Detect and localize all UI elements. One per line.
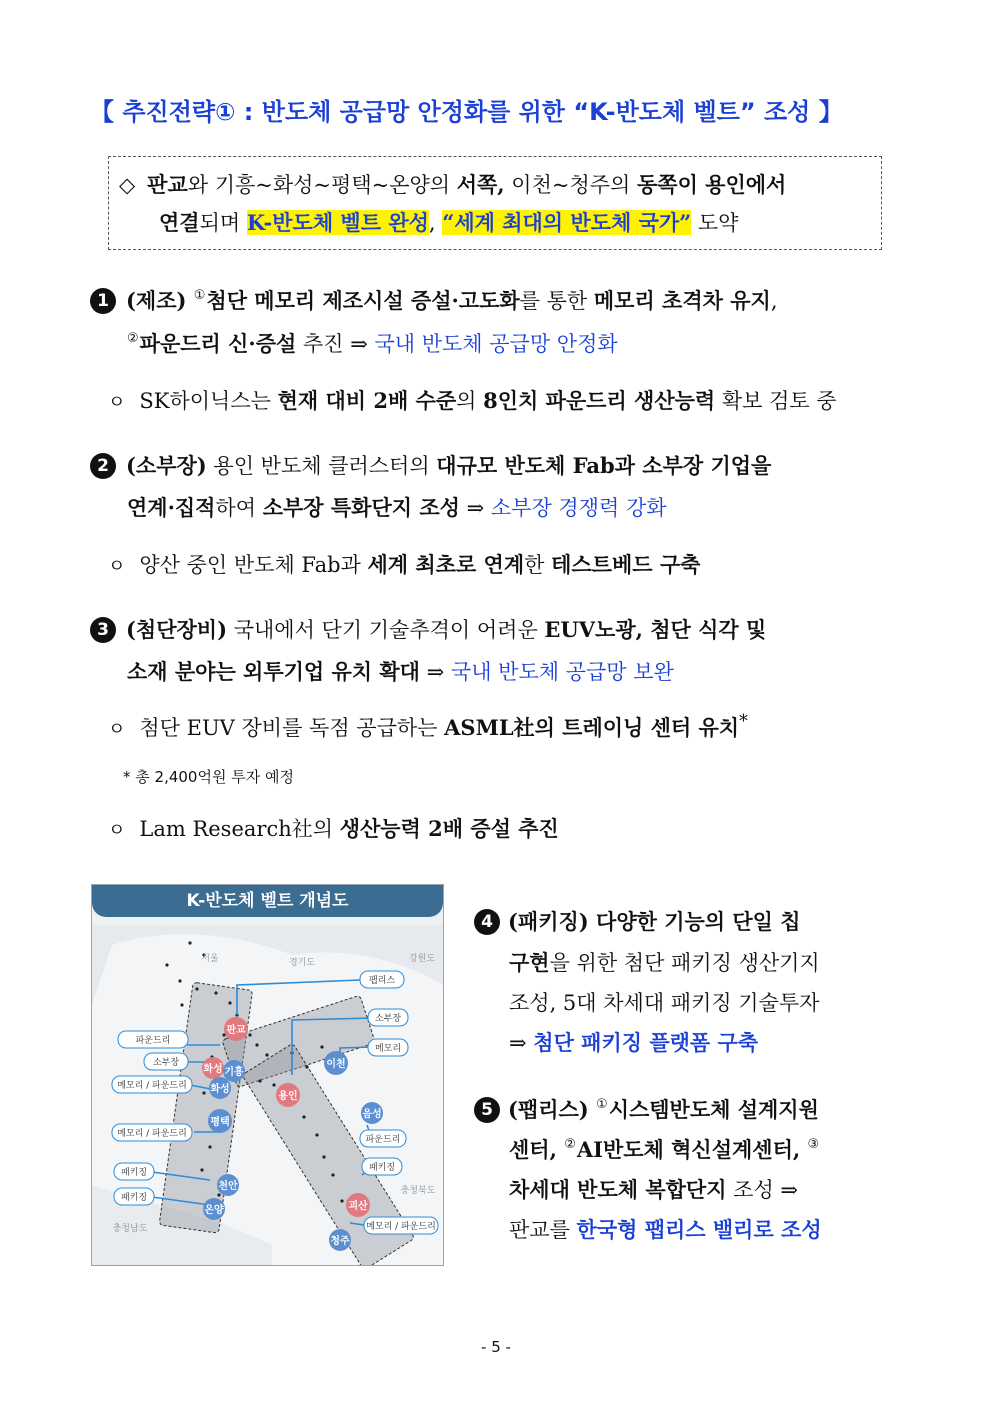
map-city-eumseong: 음성 <box>362 1109 382 1120</box>
item-result-text: 한국형 팹리스 밸리로 조성 <box>576 1217 822 1242</box>
item-text: 판교를 <box>509 1218 577 1242</box>
item-text: 하여 <box>215 496 263 520</box>
sub-text: 의 <box>456 389 484 413</box>
item-text: 대규모 반도체 Fab과 소부장 기업을 <box>436 453 772 478</box>
item-text: 다양한 기능의 단일 칩 <box>596 909 801 934</box>
item-text: AI반도체 혁신설계센터, <box>576 1137 808 1162</box>
diamond-bullet: ◇ <box>119 173 136 197</box>
summary-box <box>108 156 882 250</box>
circled-number: ① <box>596 1097 608 1112</box>
map-label-memory-right: 메모리 <box>374 1044 402 1054</box>
summary-text: 연결 <box>159 210 200 235</box>
map-label-fabless: 팹리스 <box>368 976 396 986</box>
map-city-yongin: 용인 <box>278 1091 298 1102</box>
map-city-pangyo: 판교 <box>226 1025 246 1036</box>
sub-bullet: ㅇ <box>108 820 126 841</box>
map-label-packaging-2: 패키징 <box>120 1193 148 1203</box>
map-region-gangwon: 강원도 <box>408 954 436 964</box>
summary-text: 와 기흥~화성~평택~온양의 <box>187 173 457 197</box>
summary-text: 판교 <box>147 172 188 197</box>
summary-text: 서쪽, <box>456 172 505 197</box>
item-text: 을 위한 첨단 패키징 생산기지 <box>549 951 820 975</box>
number-badge: 2 <box>90 453 116 479</box>
circled-number: ① <box>193 288 206 303</box>
highlight-text: K-반도체 벨트 완성 <box>246 210 429 235</box>
item-text: 용인 반도체 클러스터의 <box>206 454 437 478</box>
item-5-line-3 <box>509 1174 798 1204</box>
item-2-sub <box>108 549 700 579</box>
summary-text: 동쪽이 용인에서 <box>637 172 787 197</box>
map-drawing <box>92 885 443 1265</box>
sub-text: 양산 중인 반도체 Fab과 <box>139 553 368 577</box>
item-text: 연계·집적 <box>127 495 216 520</box>
item-text: 국내에서 단기 기술추격이 어려운 <box>227 618 545 642</box>
item-text: 소부장 특화단지 조성 <box>262 495 460 520</box>
item-text: (패키징) <box>508 909 597 934</box>
sub-text: 테스트베드 구축 <box>551 552 701 577</box>
map-label-packaging-1: 패키징 <box>120 1168 148 1178</box>
sub-text: 세계 최초로 연계 <box>367 552 525 577</box>
item-4-line-1 <box>474 906 801 936</box>
item-text: EUV노광, 첨단 식각 및 <box>544 617 767 642</box>
map-city-icheon: 이천 <box>326 1059 346 1070</box>
item-2-line-1 <box>90 450 771 480</box>
map-label-memory-foundry-right: 메모리 / 파운드리 <box>366 1222 436 1232</box>
item-3-line-2 <box>127 656 674 686</box>
item-result-text: 국내 반도체 공급망 보완 <box>450 660 674 684</box>
number-badge: 4 <box>474 909 500 935</box>
summary-text: , <box>428 211 443 235</box>
item-result-text: 소부장 경쟁력 강화 <box>490 496 667 520</box>
item-4-line-4 <box>509 1027 758 1057</box>
item-text: , <box>770 289 778 313</box>
circled-number: ② <box>564 1137 576 1152</box>
map-title: K-반도체 벨트 개념도 <box>92 885 443 917</box>
sub-text: Lam Research社의 <box>139 817 340 841</box>
footnote-marker: * <box>739 712 748 732</box>
item-text: 차세대 반도체 복합단지 <box>509 1177 727 1202</box>
item-text: 구현 <box>509 950 550 975</box>
map-region-chungbuk: 충청북도 <box>400 1186 436 1196</box>
map-label-packaging-right: 패키징 <box>368 1163 396 1173</box>
item-text: 조성 ⇒ <box>726 1178 799 1202</box>
sub-text: 현재 대비 2배 수준 <box>277 388 457 413</box>
item-text: (첨단장비) <box>126 617 228 642</box>
item-2-line-2 <box>127 492 667 522</box>
map-label-foundry-right: 파운드리 <box>365 1135 401 1145</box>
item-1-line-1 <box>90 285 778 315</box>
item-4-line-2 <box>509 947 820 977</box>
item-text: 추진 ⇒ <box>296 332 375 356</box>
sub-text: 확보 검토 중 <box>715 389 837 413</box>
sub-text: SK하이닉스는 <box>139 389 278 413</box>
item-5-line-2 <box>509 1134 820 1164</box>
item-3-line-1 <box>90 614 766 644</box>
map-label-foundry-left: 파운드리 <box>135 1036 171 1046</box>
map-label-sobujang-right: 소부장 <box>374 1014 402 1024</box>
item-text: 센터, <box>509 1137 565 1162</box>
item-text: 소재 분야는 외투기업 유치 확대 <box>127 659 420 684</box>
map-region-seoul: 서울 <box>201 954 219 964</box>
item-text: ⇒ <box>459 496 491 520</box>
item-text: (소부장) <box>126 453 207 478</box>
item-text: (팹리스) <box>508 1097 597 1122</box>
item-text: 를 통한 <box>519 289 594 313</box>
map-region-gyeonggi: 경기도 <box>288 958 316 968</box>
item-text: 첨단 메모리 제조시설 증설·고도화 <box>206 288 520 313</box>
item-3-sub-1 <box>108 712 748 742</box>
map-label-sobujang-left: 소부장 <box>152 1058 180 1068</box>
map-city-hwaseong: 화성 <box>203 1064 223 1075</box>
sub-text: 8인치 파운드리 생산능력 <box>483 388 716 413</box>
item-result-text: 첨단 패키징 플랫폼 구축 <box>533 1030 759 1055</box>
number-badge: 5 <box>474 1097 500 1123</box>
circled-number: ③ <box>807 1137 820 1152</box>
highlight-text: “세계 최대의 반도체 국가” <box>442 210 692 235</box>
map-city-cheonan: 천안 <box>218 1181 238 1192</box>
item-1-sub <box>108 385 837 415</box>
map-label-memory-foundry-2: 메모리 / 파운드리 <box>117 1129 187 1139</box>
number-badge: 1 <box>90 288 116 314</box>
sub-bullet: ㅇ <box>108 556 126 577</box>
item-text: 파운드리 신·증설 <box>139 331 297 356</box>
footnote: * 총 2,400억원 투자 예정 <box>123 768 294 786</box>
sub-text: 한 <box>524 553 552 577</box>
item-4-line-3: 조성, 5대 차세대 패키징 기술투자 <box>509 991 820 1015</box>
circled-number: ② <box>127 331 139 346</box>
item-text: ⇒ <box>509 1031 534 1055</box>
sub-bullet: ㅇ <box>108 719 126 740</box>
map-city-cheongju: 청주 <box>330 1236 350 1247</box>
item-3-sub-2 <box>108 813 559 843</box>
number-badge: 3 <box>90 617 116 643</box>
map-region-chungnam: 충청남도 <box>112 1224 148 1234</box>
map-label-memory-foundry-1: 메모리 / 파운드리 <box>117 1081 187 1091</box>
sub-text: 첨단 EUV 장비를 독점 공급하는 <box>139 716 445 740</box>
sub-text: ASML社의 트레이닝 센터 유치 <box>444 715 740 740</box>
item-5-line-1 <box>474 1094 819 1124</box>
item-text: ⇒ <box>419 660 451 684</box>
map-city-onyang: 온양 <box>204 1205 224 1216</box>
sub-bullet: ㅇ <box>108 392 126 413</box>
item-text: 메모리 초격차 유지 <box>593 288 771 313</box>
map-city-goesan: 괴산 <box>348 1201 368 1212</box>
item-text: (제조) <box>126 288 194 313</box>
page-title: 【 추진전략① : 반도체 공급망 안정화를 위한 “K-반도체 벨트” 조성 】 <box>90 98 843 126</box>
item-5-line-4 <box>509 1214 822 1244</box>
sub-text: 생산능력 2배 증설 추진 <box>339 816 559 841</box>
summary-line-1 <box>119 169 786 199</box>
summary-text: 되며 <box>199 211 247 235</box>
page-number: - 5 - <box>481 1338 511 1356</box>
summary-line-2 <box>159 207 738 237</box>
summary-text: 이천~청주의 <box>504 173 638 197</box>
k-semiconductor-belt-map <box>91 884 444 1266</box>
map-city-pyeongtaek: 평택 <box>210 1117 230 1128</box>
item-text: 시스템반도체 설계지원 <box>608 1097 819 1122</box>
map-city-giheung: 기흥 <box>224 1067 244 1078</box>
map-city-hwaseong-2: 화성 <box>210 1084 230 1095</box>
item-result-text: 국내 반도체 공급망 안정화 <box>374 332 618 356</box>
summary-text: 도약 <box>691 211 739 235</box>
item-1-line-2 <box>127 328 618 358</box>
